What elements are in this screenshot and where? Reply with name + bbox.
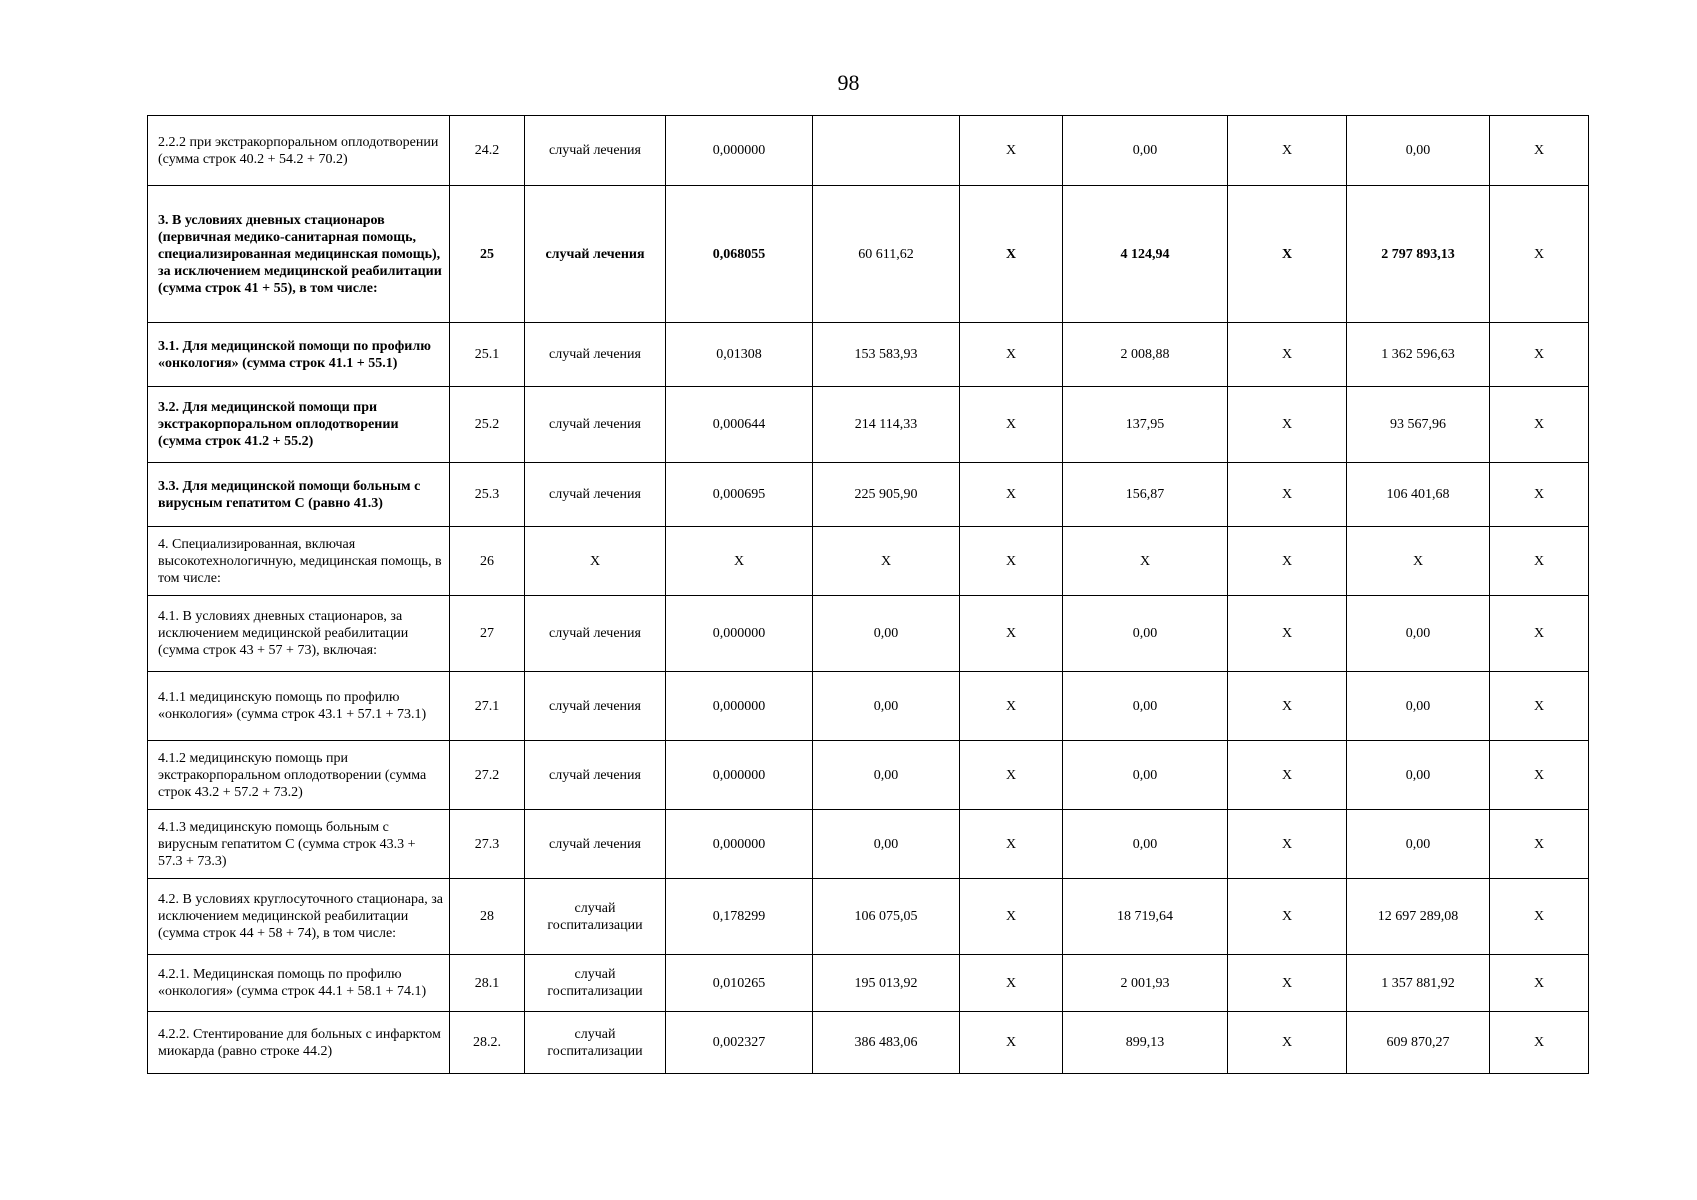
row-label: 2.2.2 при экстракорпоральном оплодотворении (сумма строк 40.2 + 54.2 + 70.2)	[148, 116, 450, 186]
table-cell: X	[960, 741, 1063, 810]
table-row	[148, 186, 1589, 323]
table-cell: X	[1490, 463, 1589, 527]
cost-cell: 0,00	[813, 810, 960, 879]
volume-cell: 0,000000	[666, 741, 813, 810]
unit-cell: случай лечения	[525, 672, 666, 741]
table-row	[148, 116, 1589, 186]
table-cell: X	[1228, 672, 1347, 741]
table-cell: X	[1490, 596, 1589, 672]
table-row	[148, 387, 1589, 463]
table-cell: X	[1490, 672, 1589, 741]
unit-cell: случай лечения	[525, 596, 666, 672]
table-cell: X	[1490, 387, 1589, 463]
cost-cell: X	[813, 527, 960, 596]
cost-cell: 195 013,92	[813, 955, 960, 1012]
total-cell: 93 567,96	[1347, 387, 1490, 463]
total-cell: 106 401,68	[1347, 463, 1490, 527]
total-cell: 2 797 893,13	[1347, 186, 1490, 323]
row-number: 27.2	[450, 741, 525, 810]
volume-cell: 0,010265	[666, 955, 813, 1012]
total-cell: X	[1347, 527, 1490, 596]
per-capita-cell: 0,00	[1063, 116, 1228, 186]
volume-cell: 0,002327	[666, 1012, 813, 1074]
page-number: 98	[837, 70, 860, 95]
row-number: 28.1	[450, 955, 525, 1012]
total-cell: 0,00	[1347, 672, 1490, 741]
per-capita-cell: 0,00	[1063, 810, 1228, 879]
total-cell: 0,00	[1347, 596, 1490, 672]
table-cell: X	[1490, 879, 1589, 955]
table-cell: X	[1490, 116, 1589, 186]
table-cell: X	[960, 186, 1063, 323]
cost-cell: 153 583,93	[813, 323, 960, 387]
row-label: 3.1. Для медицинской помощи по профилю «онкология» (сумма строк 41.1 + 55.1)	[148, 323, 450, 387]
table-row	[148, 955, 1589, 1012]
volume-cell: X	[666, 527, 813, 596]
row-label: 4.1.2 медицинскую помощь при экстракорпоральном оплодотворении (сумма строк 43.2 + 57.2 + 73.2)	[148, 741, 450, 810]
cost-cell: 0,00	[813, 672, 960, 741]
row-number: 27.1	[450, 672, 525, 741]
row-label: 4.2.2. Стентирование для больных с инфарктом миокарда (равно строке 44.2)	[148, 1012, 450, 1074]
total-cell: 1 357 881,92	[1347, 955, 1490, 1012]
total-cell: 12 697 289,08	[1347, 879, 1490, 955]
row-number: 28.2.	[450, 1012, 525, 1074]
volume-cell: 0,000000	[666, 810, 813, 879]
row-number: 25.2	[450, 387, 525, 463]
per-capita-cell: 0,00	[1063, 672, 1228, 741]
per-capita-cell: 2 001,93	[1063, 955, 1228, 1012]
unit-cell: случай лечения	[525, 323, 666, 387]
table-row	[148, 879, 1589, 955]
table-cell: X	[1228, 596, 1347, 672]
per-capita-cell: 2 008,88	[1063, 323, 1228, 387]
table-row	[148, 463, 1589, 527]
cost-cell: 0,00	[813, 741, 960, 810]
unit-cell: X	[525, 527, 666, 596]
volume-cell: 0,01308	[666, 323, 813, 387]
per-capita-cell: 137,95	[1063, 387, 1228, 463]
per-capita-cell: 899,13	[1063, 1012, 1228, 1074]
per-capita-cell: 156,87	[1063, 463, 1228, 527]
unit-cell: случай лечения	[525, 741, 666, 810]
table-row	[148, 323, 1589, 387]
row-number: 27.3	[450, 810, 525, 879]
unit-cell: случай лечения	[525, 810, 666, 879]
table-cell: X	[1228, 741, 1347, 810]
row-number: 27	[450, 596, 525, 672]
table-cell: X	[1228, 463, 1347, 527]
table-cell: X	[1490, 955, 1589, 1012]
table-cell: X	[960, 1012, 1063, 1074]
cost-cell: 106 075,05	[813, 879, 960, 955]
table-row	[148, 672, 1589, 741]
per-capita-cell: 0,00	[1063, 596, 1228, 672]
table-cell: X	[1490, 323, 1589, 387]
table-row	[148, 527, 1589, 596]
row-label: 4.1.1 медицинскую помощь по профилю «онкология» (сумма строк 43.1 + 57.1 + 73.1)	[148, 672, 450, 741]
row-label: 3.3. Для медицинской помощи больным с вирусным гепатитом С (равно 41.3)	[148, 463, 450, 527]
table-cell: X	[960, 879, 1063, 955]
table-cell: X	[960, 323, 1063, 387]
cost-cell: 0,00	[813, 596, 960, 672]
table-cell: X	[1228, 387, 1347, 463]
table-cell: X	[1228, 955, 1347, 1012]
table-cell: X	[1490, 810, 1589, 879]
table-row	[148, 1012, 1589, 1074]
row-label: 4. Специализированная, включая высокотехнологичную, медицинская помощь, в том числе:	[148, 527, 450, 596]
table-cell: X	[1490, 741, 1589, 810]
row-number: 25	[450, 186, 525, 323]
cost-cell: 386 483,06	[813, 1012, 960, 1074]
unit-cell: случай лечения	[525, 387, 666, 463]
volume-cell: 0,000000	[666, 672, 813, 741]
row-number: 25.3	[450, 463, 525, 527]
table-row	[148, 596, 1589, 672]
volume-cell: 0,000000	[666, 596, 813, 672]
table-cell: X	[960, 596, 1063, 672]
data-table	[147, 115, 1589, 1074]
total-cell: 0,00	[1347, 741, 1490, 810]
volume-cell: 0,178299	[666, 879, 813, 955]
table-cell: X	[1228, 527, 1347, 596]
unit-cell: случай лечения	[525, 186, 666, 323]
table-cell: X	[1490, 527, 1589, 596]
table-cell: X	[960, 810, 1063, 879]
table-cell: X	[960, 672, 1063, 741]
volume-cell: 0,000644	[666, 387, 813, 463]
table-cell: X	[1228, 1012, 1347, 1074]
table-cell: X	[1228, 116, 1347, 186]
table-cell: X	[960, 527, 1063, 596]
table-cell: X	[1228, 810, 1347, 879]
volume-cell: 0,000000	[666, 116, 813, 186]
row-label: 3.2. Для медицинской помощи при экстракорпоральном оплодотворении (сумма строк 41.2 + 55.2)	[148, 387, 450, 463]
volume-cell: 0,000695	[666, 463, 813, 527]
table-row	[148, 741, 1589, 810]
unit-cell: случай лечения	[525, 116, 666, 186]
table-cell: X	[960, 387, 1063, 463]
row-label: 4.1.3 медицинскую помощь больным с вирусным гепатитом С (сумма строк 43.3 + 57.3 + 73.3)	[148, 810, 450, 879]
cost-cell: 214 114,33	[813, 387, 960, 463]
total-cell: 0,00	[1347, 810, 1490, 879]
per-capita-cell: 4 124,94	[1063, 186, 1228, 323]
row-label: 4.1. В условиях дневных стационаров, за исключением медицинской реабилитации (сумма строк 43 + 57 + 73), включая:	[148, 596, 450, 672]
total-cell: 1 362 596,63	[1347, 323, 1490, 387]
row-number: 24.2	[450, 116, 525, 186]
per-capita-cell: X	[1063, 527, 1228, 596]
unit-cell: случай госпитализации	[525, 1012, 666, 1074]
table-cell: X	[1228, 186, 1347, 323]
cost-cell: 225 905,90	[813, 463, 960, 527]
table-cell: X	[1490, 1012, 1589, 1074]
table-cell: X	[960, 116, 1063, 186]
row-number: 28	[450, 879, 525, 955]
table-cell: X	[1228, 323, 1347, 387]
row-label: 4.2.1. Медицинская помощь по профилю «онкология» (сумма строк 44.1 + 58.1 + 74.1)	[148, 955, 450, 1012]
per-capita-cell: 18 719,64	[1063, 879, 1228, 955]
cost-cell: 60 611,62	[813, 186, 960, 323]
cost-cell	[813, 116, 960, 186]
table-cell: X	[1228, 879, 1347, 955]
unit-cell: случай госпитализации	[525, 879, 666, 955]
row-label: 3. В условиях дневных стационаров (первичная медико-санитарная помощь, специализированная медицинская помощь), за исключением медицинской реабилитации (сумма строк 41 + 55), в том числе:	[148, 186, 450, 323]
unit-cell: случай лечения	[525, 463, 666, 527]
total-cell: 0,00	[1347, 116, 1490, 186]
total-cell: 609 870,27	[1347, 1012, 1490, 1074]
table-cell: X	[960, 463, 1063, 527]
row-label: 4.2. В условиях круглосуточного стационара, за исключением медицинской реабилитации (сумма строк 44 + 58 + 74), в том числе:	[148, 879, 450, 955]
unit-cell: случай госпитализации	[525, 955, 666, 1012]
table-cell: X	[960, 955, 1063, 1012]
row-number: 25.1	[450, 323, 525, 387]
row-number: 26	[450, 527, 525, 596]
volume-cell: 0,068055	[666, 186, 813, 323]
per-capita-cell: 0,00	[1063, 741, 1228, 810]
table-row	[148, 810, 1589, 879]
table-cell: X	[1490, 186, 1589, 323]
